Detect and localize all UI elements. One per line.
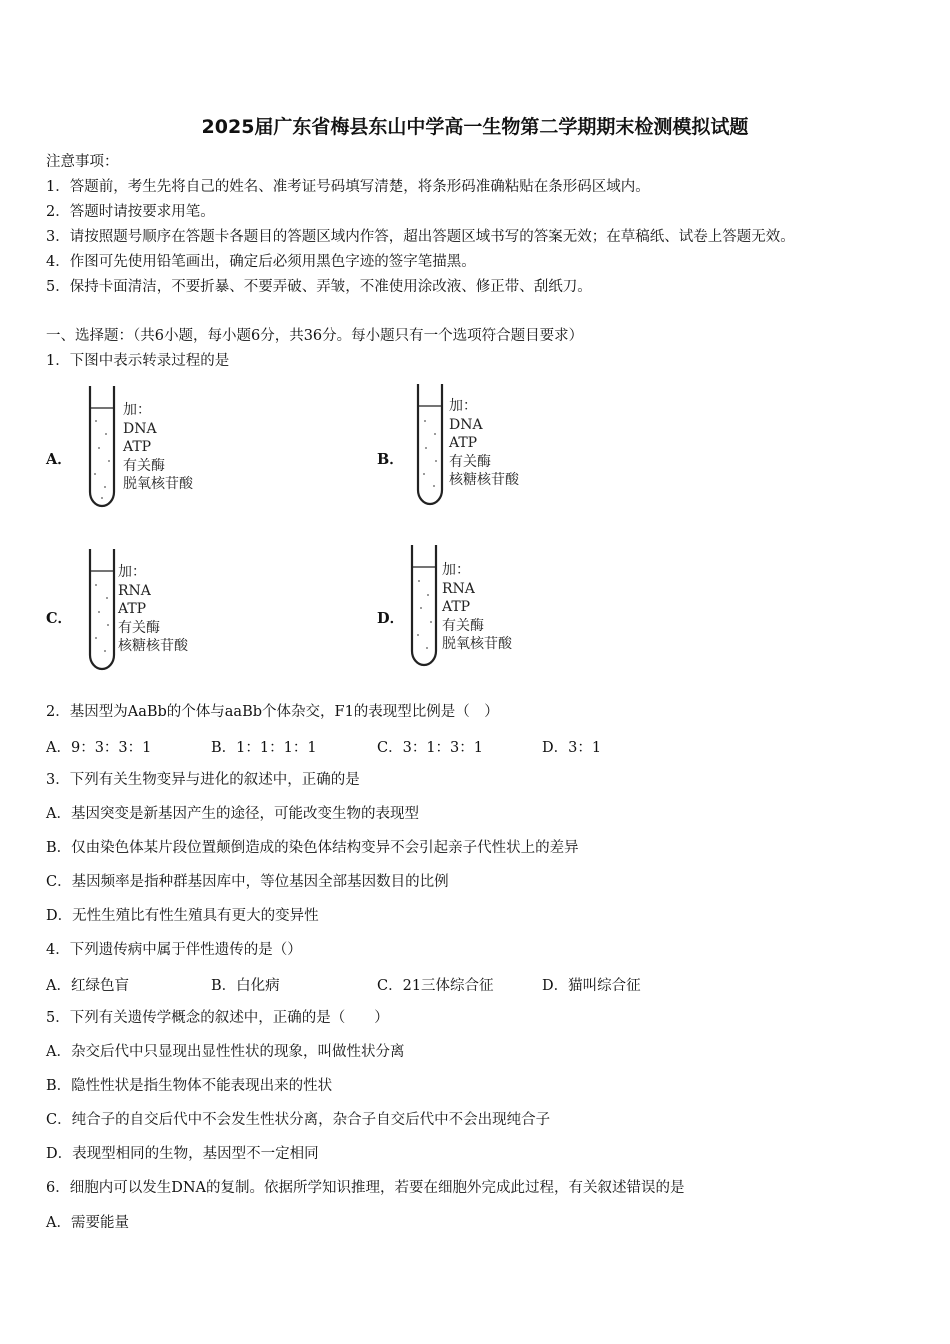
q1-option-b-label: B． bbox=[377, 451, 404, 468]
reagent: ATP bbox=[118, 601, 147, 617]
q1-stem: 1．下图中表示转录过程的是 bbox=[46, 353, 230, 369]
q1-option-a-label: A． bbox=[46, 451, 72, 468]
test-tube-icon bbox=[88, 549, 118, 673]
q1-option-d-label: D． bbox=[377, 610, 405, 627]
section-heading: 一、选择题：（共6小题，每小题6分，共36分。每小题只有一个选项符合题目要求） bbox=[46, 328, 584, 344]
q6-stem: 6．细胞内可以发生DNA的复制。依据所学知识推理，若要在细胞外完成此过程，有关叙述错误的是 bbox=[46, 1180, 685, 1196]
reagent: 脱氧核苷酸 bbox=[442, 636, 512, 652]
q5-option-a: A．杂交后代中只显现出显性性状的现象，叫做性状分离 bbox=[46, 1044, 405, 1060]
q4-option-c: C．21三体综合征 bbox=[377, 978, 494, 994]
reagent: RNA bbox=[442, 580, 475, 597]
q1-option-b-reagents bbox=[449, 397, 519, 490]
q3-option-c: C．基因频率是指种群基因库中，等位基因全部基因数目的比例 bbox=[46, 874, 449, 890]
notice-item: 2．答题时请按要求用笔。 bbox=[46, 204, 215, 220]
notice-item: 4．作图可先使用铅笔画出，确定后必须用黑色字迹的签字笔描黑。 bbox=[46, 254, 476, 270]
reagent: ATP bbox=[123, 439, 152, 455]
notice-item: 5．保持卡面清洁，不要折暴、不要弄破、弄皱，不准使用涂改液、修正带、刮纸刀。 bbox=[46, 279, 592, 295]
reagent: ATP bbox=[442, 599, 471, 615]
reagent: 加： bbox=[442, 562, 470, 578]
q3-option-d: D．无性生殖比有性生殖具有更大的变异性 bbox=[46, 908, 319, 924]
notice-item: 3．请按照题号顺序在答题卡各题目的答题区域内作答，超出答题区域书写的答案无效；在草稿纸、试卷上答题无效。 bbox=[46, 229, 795, 245]
reagent: 有关酶 bbox=[123, 457, 165, 474]
reagent: ATP bbox=[449, 435, 478, 451]
q2-option-a: A．9：3：3：1 bbox=[46, 740, 152, 756]
q2-option-c: C．3：1：3：1 bbox=[377, 740, 483, 756]
test-tube-icon bbox=[88, 386, 118, 510]
reagent: 有关酶 bbox=[449, 453, 491, 470]
reagent: 有关酶 bbox=[442, 617, 484, 634]
reagent: DNA bbox=[123, 420, 157, 437]
q1-option-d-reagents bbox=[442, 561, 512, 654]
reagent: RNA bbox=[118, 582, 151, 599]
reagent: 核糖核苷酸 bbox=[118, 638, 188, 654]
q5-option-d: D．表现型相同的生物，基因型不一定相同 bbox=[46, 1146, 319, 1162]
notice-heading: 注意事项： bbox=[46, 154, 119, 170]
reagent: DNA bbox=[449, 416, 483, 433]
q5-option-c: C．纯合子的自交后代中不会发生性状分离，杂合子自交后代中不会出现纯合子 bbox=[46, 1112, 551, 1128]
q5-option-b: B．隐性性状是指生物体不能表现出来的性状 bbox=[46, 1078, 333, 1094]
q6-option-a: A．需要能量 bbox=[46, 1215, 129, 1231]
q2-stem: 2．基因型为AaBb的个体与aaBb个体杂交，F1的表现型比例是（ ） bbox=[46, 704, 499, 720]
q1-option-c-label: C． bbox=[46, 610, 73, 627]
reagent: 加： bbox=[449, 398, 477, 414]
q1-option-c-reagents bbox=[118, 563, 188, 656]
reagent: 核糖核苷酸 bbox=[449, 472, 519, 488]
q4-stem: 4．下列遗传病中属于伴性遗传的是（） bbox=[46, 942, 302, 958]
page-title: 2025届广东省梅县东山中学高一生物第二学期期末检测模拟试题 bbox=[201, 116, 749, 138]
q4-option-d: D．猫叫综合征 bbox=[542, 978, 641, 994]
q3-option-b: B．仅由染色体某片段位置颠倒造成的染色体结构变异不会引起亲子代性状上的差异 bbox=[46, 840, 579, 856]
reagent: 脱氧核苷酸 bbox=[123, 476, 193, 492]
q4-option-b: B．白化病 bbox=[211, 978, 280, 994]
q2-option-b: B．1：1：1：1 bbox=[211, 740, 317, 756]
test-tube-icon bbox=[410, 545, 440, 669]
q1-option-a-reagents bbox=[123, 401, 193, 494]
q4-option-a: A．红绿色盲 bbox=[46, 978, 129, 994]
q5-stem: 5．下列有关遗传学概念的叙述中，正确的是（ ） bbox=[46, 1010, 389, 1026]
q3-option-a: A．基因突变是新基因产生的途径，可能改变生物的表现型 bbox=[46, 806, 419, 822]
q3-stem: 3．下列有关生物变异与进化的叙述中，正确的是 bbox=[46, 772, 360, 788]
reagent: 有关酶 bbox=[118, 619, 160, 636]
q2-option-d: D．3：1 bbox=[542, 740, 602, 756]
reagent: 加： bbox=[123, 402, 151, 418]
reagent: 加： bbox=[118, 564, 146, 580]
notice-item: 1．答题前，考生先将自己的姓名、准考证号码填写清楚，将条形码准确粘贴在条形码区域内。 bbox=[46, 179, 650, 195]
test-tube-icon bbox=[416, 384, 446, 508]
